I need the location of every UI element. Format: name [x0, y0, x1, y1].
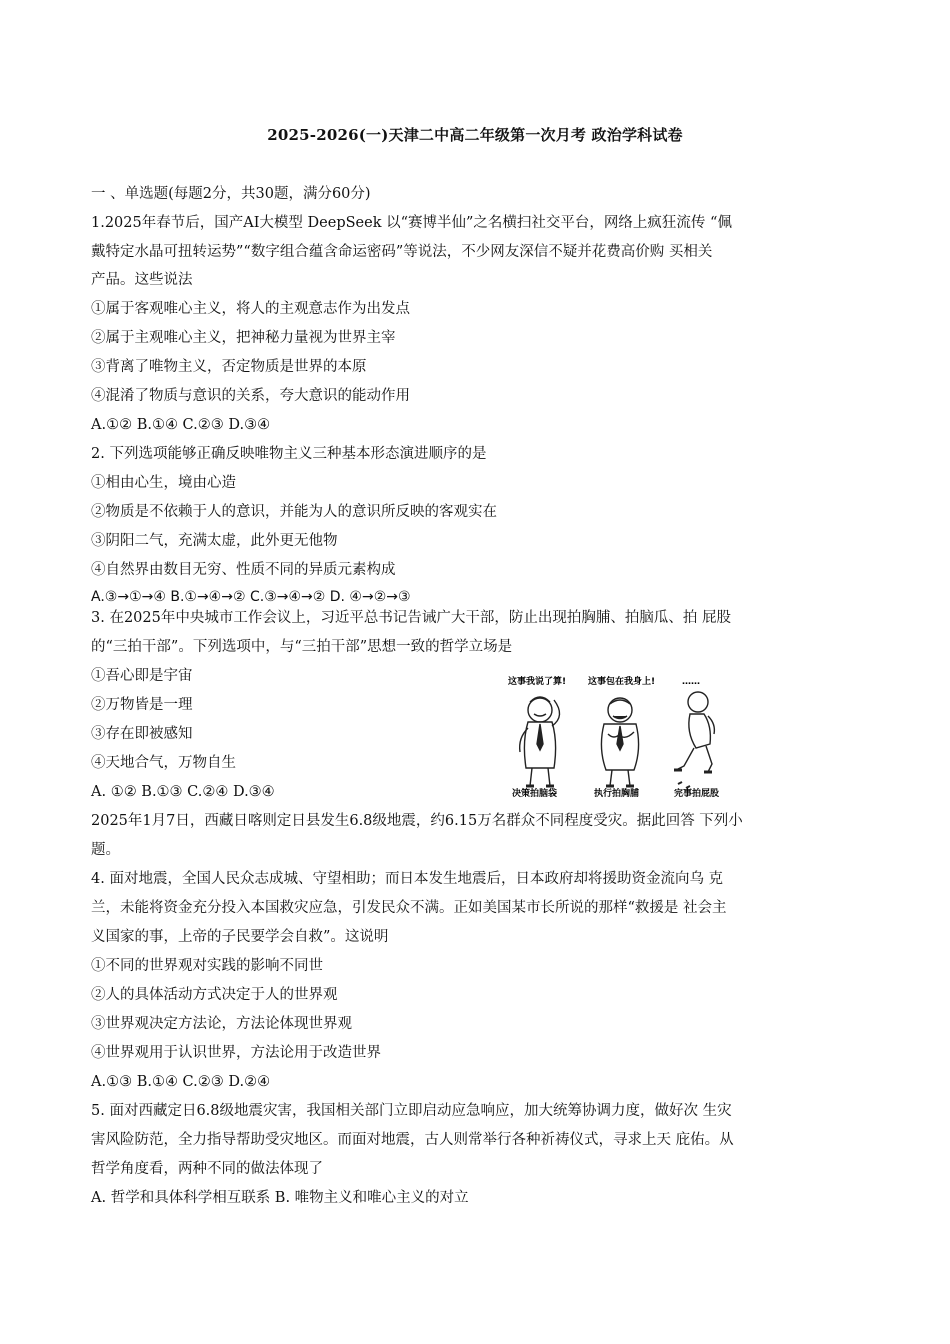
- question-2-item: ③阴阳二气，充满太虚，此外更无他物: [91, 533, 338, 549]
- cartoon-bubble-2: 这事包在我身上!: [588, 677, 656, 687]
- cartoon-caption-2: 执行拍胸脯: [594, 789, 640, 799]
- cartoon-bubble-3: ……: [682, 677, 700, 687]
- question-4-stem: 义国家的事，上帝的子民要学会自救”。这说明: [91, 929, 389, 945]
- question-4-item: ②人的具体活动方式决定于人的世界观: [91, 987, 338, 1003]
- question-1-stem: 戴特定水晶可扭转运势”“数字组合蕴含命运密码”等说法，不少网友深信不疑并花费高价购 买相关: [91, 244, 713, 260]
- question-1-item: ④混淆了物质与意识的关系，夸大意识的能动作用: [91, 388, 410, 404]
- question-4-item: ①不同的世界观对实践的影响不同世: [91, 958, 323, 974]
- question-1-stem: 产品。这些说法: [91, 272, 193, 288]
- question-2-item: ②物质是不依赖于人的意识，并能为人的意识所反映的客观实在: [91, 504, 497, 520]
- cartoon-bubble-1: 这事我说了算!: [508, 677, 567, 687]
- question-4-stem: 兰，未能将资金充分投入本国救灾应急，引发民众不满。正如美国某市长所说的那样“救援是 社会主: [91, 900, 727, 916]
- material-intro: 2025年1月7日，西藏日喀则定日县发生6.8级地震，约6.15万名群众不同程度受灾。据此回答 下列小: [91, 813, 743, 829]
- section-heading: 一 、单选题(每题2分，共30题，满分60分): [91, 186, 371, 202]
- page-title: 2025-2026(一)天津二中高二年级第一次月考 政治学科试卷: [267, 126, 683, 144]
- question-2-stem: 2. 下列选项能够正确反映唯物主义三种基本形态演进顺序的是: [91, 446, 487, 462]
- question-2-options: A.③→①→④ B.①→④→② C.③→④→② D. ④→②→③: [91, 589, 411, 605]
- question-4-stem: 4. 面对地震，全国人民众志成城、守望相助；而日本发生地震后，日本政府却将援助资金流向乌 克: [91, 871, 724, 887]
- question-4-options: A.①③ B.①④ C.②③ D.②④: [91, 1074, 271, 1090]
- question-1-item: ①属于客观唯心主义，将人的主观意志作为出发点: [91, 301, 410, 317]
- question-1-stem: 1.2025年春节后，国产AI大模型 DeepSeek 以“赛博半仙”之名横扫社交平台，网络上疯狂流传 “佩: [91, 215, 732, 231]
- question-1-item: ②属于主观唯心主义，把神秘力量视为世界主宰: [91, 330, 396, 346]
- question-2-item: ④自然界由数目无穷、性质不同的异质元素构成: [91, 562, 396, 578]
- question-3-item: ④天地合气，万物自生: [91, 755, 236, 771]
- figure-pat-head: [520, 697, 560, 786]
- question-3-stem: 3. 在2025年中央城市工作会议上，习近平总书记告诫广大干部，防止出现拍胸脯、拍脑瓜、拍 屁股: [91, 610, 731, 626]
- question-5-stem: 哲学角度看，两种不同的做法体现了: [91, 1161, 323, 1177]
- question-3-item: ②万物皆是一理: [91, 697, 193, 713]
- figure-pat-backside: [674, 692, 714, 788]
- cartoon-caption-1: 决策拍脑袋: [512, 789, 558, 799]
- question-1-item: ③背离了唯物主义，否定物质是世界的本原: [91, 359, 367, 375]
- question-4-item: ④世界观用于认识世界，方法论用于改造世界: [91, 1045, 381, 1061]
- question-2-item: ①相由心生，境由心造: [91, 475, 236, 491]
- question-4-item: ③世界观决定方法论，方法论体现世界观: [91, 1016, 352, 1032]
- question-1-options: A.①② B.①④ C.②③ D.③④: [91, 417, 271, 433]
- question-5-stem: 5. 面对西藏定日6.8级地震灾害，我国相关部门立即启动应急响应，加大统筹协调力度，做好次 生灾: [91, 1103, 732, 1119]
- figure-pat-chest: [601, 698, 638, 786]
- question-5-stem: 害风险防范，全力指导帮助受灾地区。而面对地震，古人则常举行各种祈祷仪式，寻求上天 庇佑。从: [91, 1132, 734, 1148]
- question-3-item: ③存在即被感知: [91, 726, 193, 742]
- three-pat-cadre-cartoon: [500, 672, 740, 800]
- question-3-stem: 的“三拍干部”。下列选项中，与“三拍干部”思想一致的哲学立场是: [91, 639, 513, 655]
- question-3-item: ①吾心即是宇宙: [91, 668, 193, 684]
- question-3-options: A. ①② B.①③ C.②④ D.③④: [91, 784, 275, 800]
- cartoon-caption-3: 完事拍屁股: [674, 789, 720, 799]
- material-intro: 题。: [91, 842, 120, 858]
- question-5-options: A. 哲学和具体科学相互联系 B. 唯物主义和唯心主义的对立: [91, 1190, 469, 1206]
